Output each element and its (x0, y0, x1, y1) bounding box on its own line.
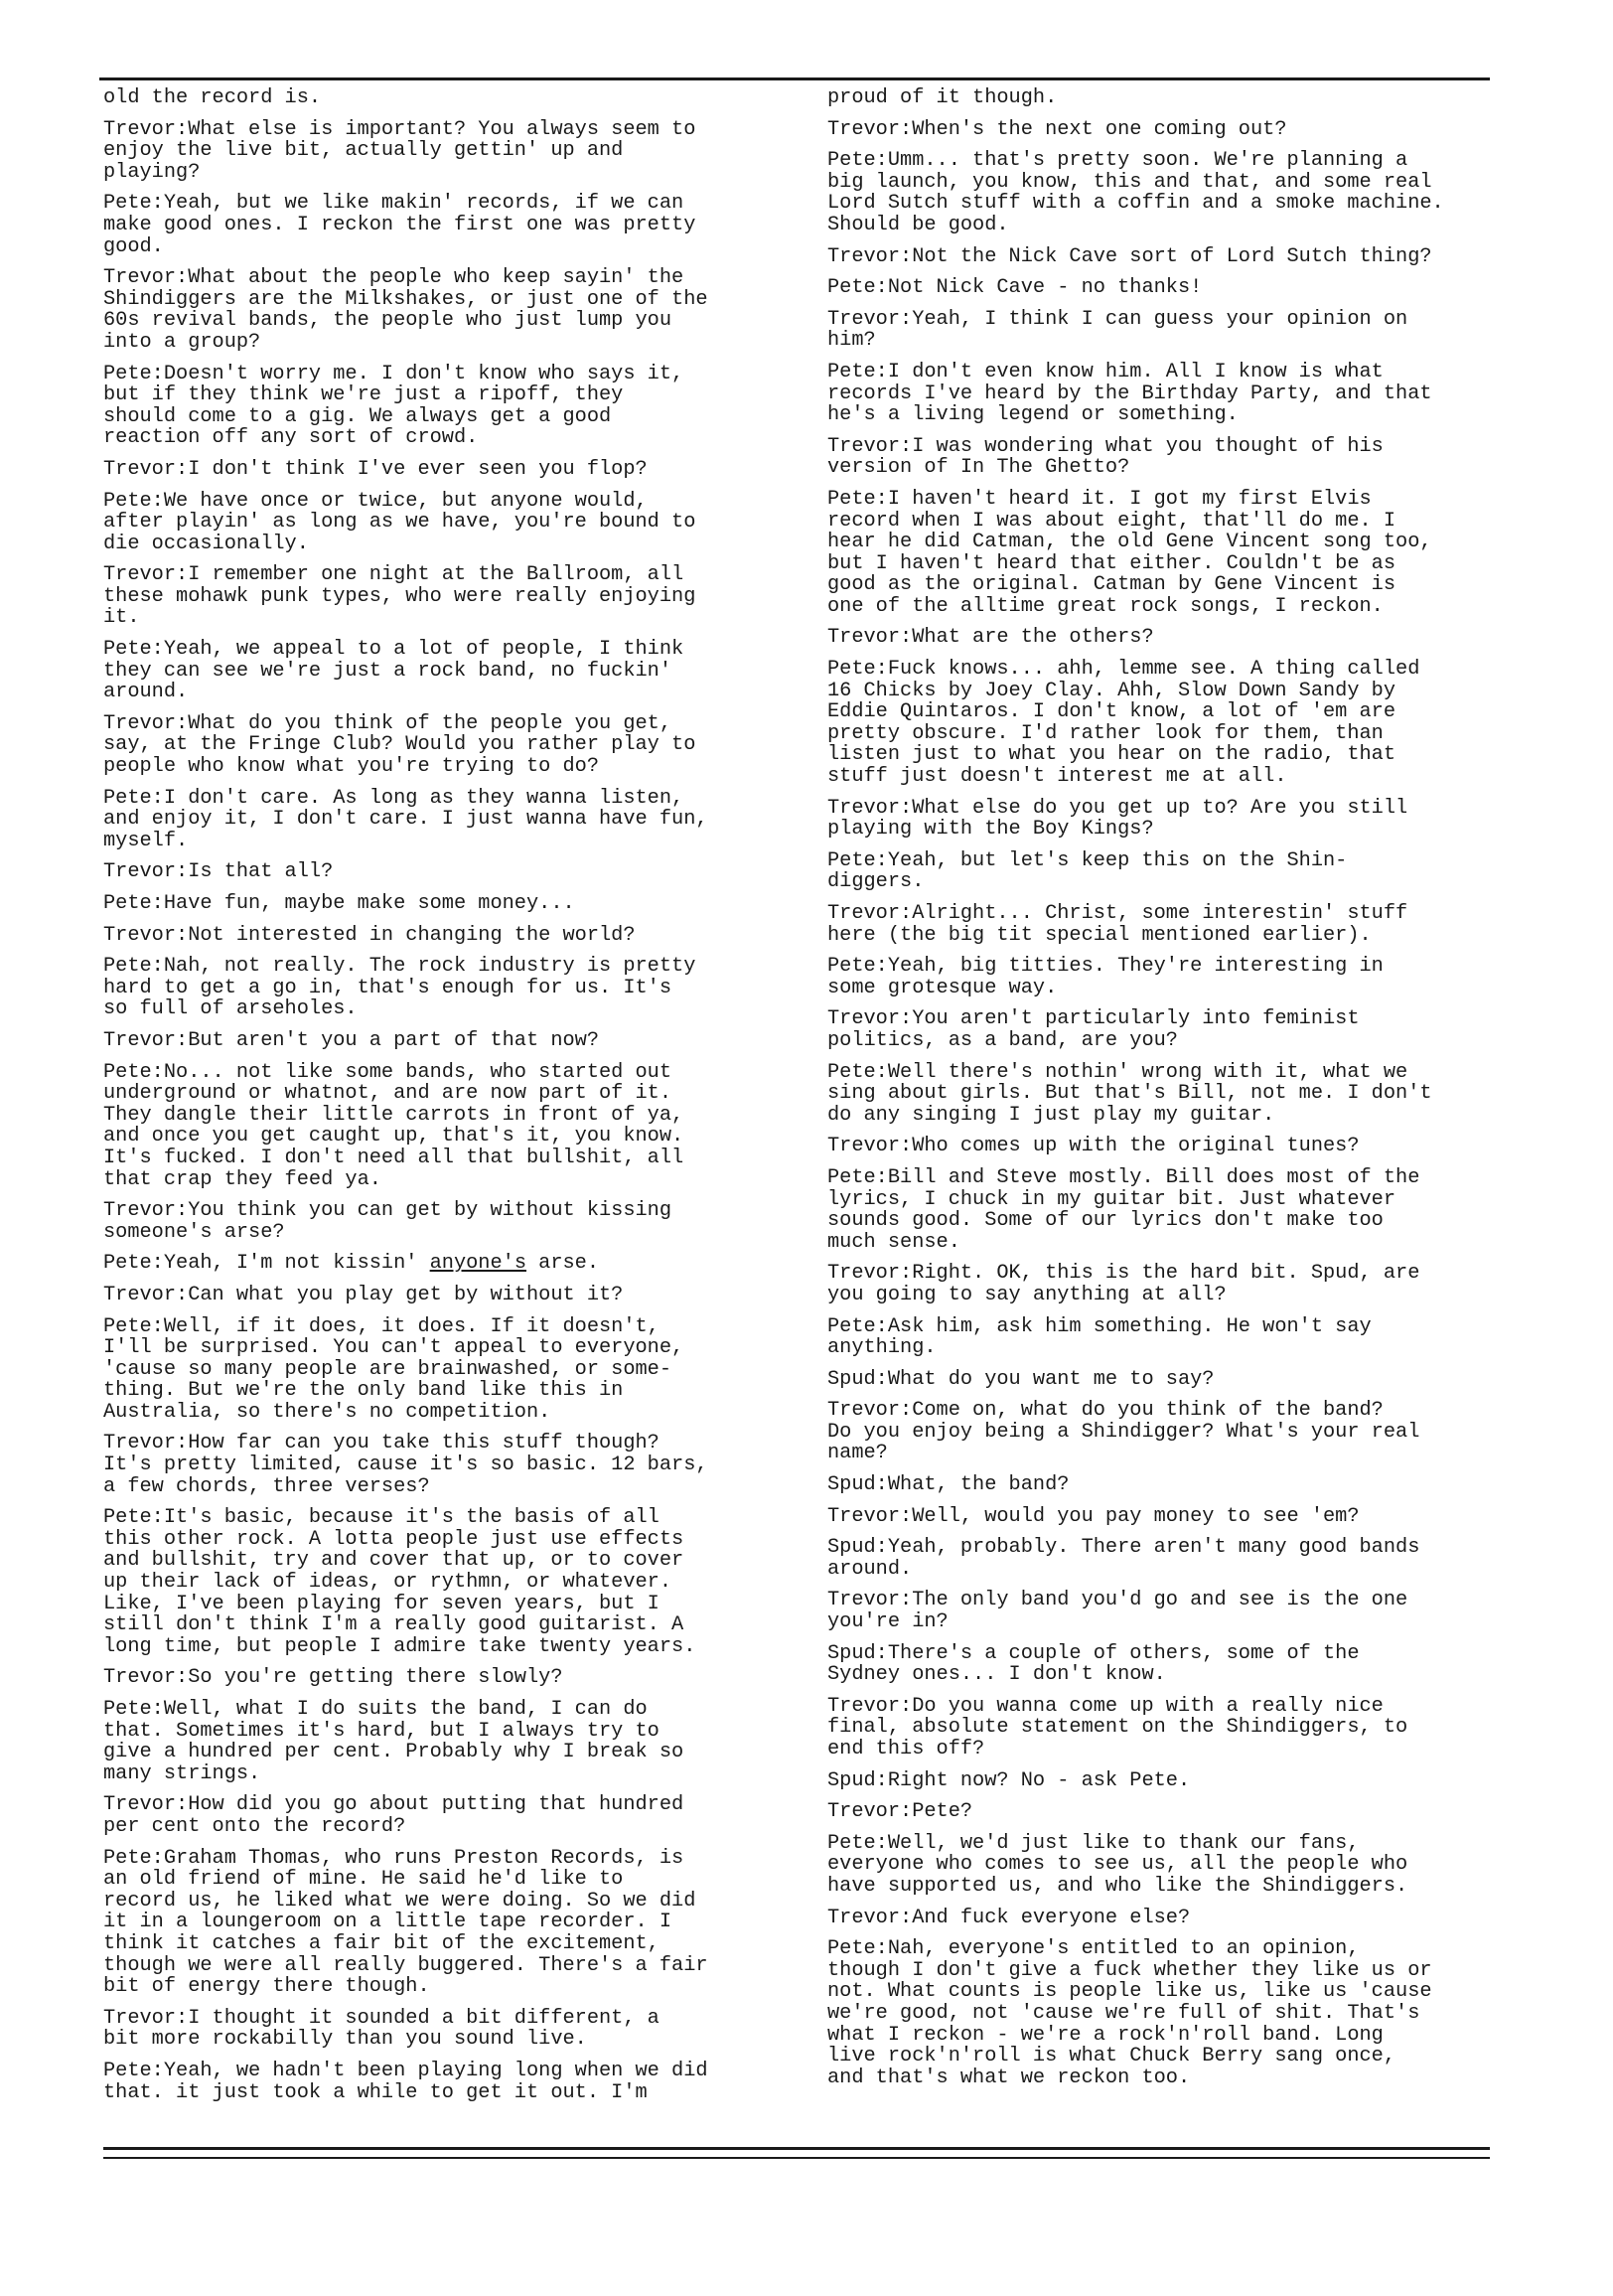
paragraph: Trevor:I thought it sounded a bit different, a bit more rockabilly than you sound live. (103, 2006, 660, 2052)
paragraph: Trevor:The only band you'd go and see is the one you're in? (827, 1589, 1408, 1634)
paragraph: Trevor:Yeah, I think I can guess your opinion on him? (827, 307, 1408, 353)
paragraph: Trevor:I don't think I've ever seen you flop? (103, 457, 648, 481)
paragraph: Trevor:Not interested in changing the world? (103, 923, 636, 947)
paragraph: Pete:I haven't heard it. I got my first Elvis record when I was about eight, that'll do me. I hear he did Catman, the old Gene Vincent song too, but I haven't heard that either. Couldn't be as good as the original. Catman by Gene Vincent is one of the alltime great rock songs, I reckon. (827, 487, 1432, 618)
paragraph: Pete:It's basic, because it's the basis of all this other rock. A lotta people just use effects and bullshit, try and cover that up, or to cover up their lack of ideas, or rythmn, or whatever. Like, I've been playing for seven years, but I still don't think I'm a really good guitarist. A long time, but people I admire take twenty years. (103, 1506, 696, 1658)
paragraph: Pete:We have once or twice, but anyone would, after playin' as long as we have, you're bound to die occasionally. (103, 489, 696, 555)
paragraph: Trevor:What do you think of the people you get, say, at the Fringe Club? Would you rather play to people who know what you're trying to do? (103, 711, 696, 779)
paragraph: Pete:I don't even know him. All I know is what records I've heard by the Birthday Party, and that he's a living legend or something. (827, 360, 1432, 427)
paragraph: Pete:Nah, everyone's entitled to an opinion, though I don't give a fuck whether they like us or not. What counts is people like us, like us 'cause we're good, not 'cause we're full of shit. That's what I reckon - we're a rock'n'roll band. Long live rock'n'roll is what Chuck Berry sang once, and that's what we reckon too. (827, 1937, 1432, 2089)
right-column (827, 87, 1493, 2098)
paragraph: Trevor:How far can you take this stuff though? It's pretty limited, cause it's so basic. 12 bars, a few chords, three verses? (103, 1432, 708, 1498)
paragraph: Pete:Umm... that's pretty soon. We're planning a big launch, you know, this and that, and some real Lord Sutch stuff with a coffin and a smoke machine. Should be good. (827, 149, 1444, 236)
paragraph: Trevor:Alright... Christ, some interestin' stuff here (the big tit special mentioned earlier). (827, 902, 1408, 947)
underlined-word: anyone's (429, 1252, 526, 1276)
paragraph: Trevor:Is that all? (103, 860, 334, 884)
paragraph: Trevor:You aren't particularly into feminist politics, as a band, are you? (827, 1007, 1360, 1052)
paragraph: Trevor:So you're getting there slowly? (103, 1666, 563, 1690)
paragraph: Pete:Yeah, but let's keep this on the Shin- diggers. (827, 848, 1348, 894)
paragraph: Pete:Well, if it does, it does. If it doesn't, I'll be surprised. You can't appeal to everyone, 'cause so many people are brainwashed, or some- thing. But we're the only band like this in Australia, so there's no competition. (103, 1314, 684, 1424)
paragraph: Trevor:How did you go about putting that hundred per cent onto the record? (103, 1793, 684, 1838)
paragraph: Trevor:I remember one night at the Ballroom, all these mohawk punk types, who were really enjoying it. (103, 563, 696, 630)
paragraph: Trevor:I was wondering what you thought of his version of In The Ghetto? (827, 434, 1384, 480)
paragraph: Pete:Well there's nothin' wrong with it, what we sing about girls. But that's Bill, not me. I don't do any singing I just play my guitar. (827, 1060, 1432, 1127)
bottom-double-rule (103, 2147, 1490, 2159)
paragraph: Trevor:What else do you get up to? Are you still playing with the Boy Kings? (827, 796, 1408, 842)
paragraph: Pete:Graham Thomas, who runs Preston Records, is an old friend of mine. He said he'd like to record us, he liked what we were doing. So we did it in a loungeroom on a little tape recorder. I think it catches a fair bit of the excitement, though we were all really buggered. There's a fair bit of energy there though. (103, 1846, 708, 1999)
paragraph: Pete:Bill and Steve mostly. Bill does most of the lyrics, I chuck in my guitar bit. Just whatever sounds good. Some of our lyrics don't make too much sense. (827, 1165, 1420, 1254)
paragraph: Trevor:Pete? (827, 1800, 973, 1824)
paragraph: Pete:Have fun, maybe make some money... (103, 892, 575, 915)
paragraph: Pete:No... not like some bands, who started out underground or whatnot, and are now part of it. They dangle their little carrots in front of ya, and once you get caught up, that's it, you know. It's fucked. I don't need all that bullshit, all that crap they feed ya. (103, 1060, 684, 1191)
paragraph: old the record is. (103, 86, 322, 109)
paragraph: Trevor:Who comes up with the original tunes? (827, 1135, 1360, 1158)
paragraph: Trevor:Well, would you pay money to see 'em? (827, 1504, 1360, 1528)
paragraph: Pete:Well, we'd just like to thank our fans, everyone who comes to see us, all the people who have supported us, and who like the Shindiggers. (827, 1831, 1408, 1898)
left-column (103, 87, 769, 2113)
paragraph: Pete:I don't care. As long as they wanna listen, and enjoy it, I don't care. I just wanna have fun, myself. (103, 786, 708, 852)
paragraph: Spud:What do you want me to say? (827, 1367, 1215, 1391)
paragraph: Pete:Yeah, we appeal to a lot of people, I think they can see we're just a rock band, no fuckin' around. (103, 638, 684, 704)
paragraph: Trevor:You think you can get by without kissing someone's arse? (103, 1199, 672, 1244)
paragraph: Pete:Not Nick Cave - no thanks! (827, 276, 1203, 300)
paragraph: Trevor:What about the people who keep sayin' the Shindiggers are the Milkshakes, or just one of the 60s revival bands, the people who just lump you into a group? (103, 266, 708, 354)
paragraph: Pete:Doesn't worry me. I don't know who says it, but if they think we're just a ripoff, they should come to a gig. We always get a good reaction off any sort of crowd. (103, 362, 684, 450)
paragraph: Spud:There's a couple of others, some of the Sydney ones... I don't know. (827, 1641, 1360, 1687)
paragraph: Trevor:Come on, what do you think of the band? Do you enjoy being a Shindigger? What's your real name? (827, 1399, 1420, 1465)
paragraph: Pete:Yeah, but we like makin' records, if we can make good ones. I reckon the first one was pretty good. (103, 192, 696, 258)
paragraph: Trevor:And fuck everyone else? (827, 1906, 1191, 1929)
paragraph-underlined: Pete:Yeah, I'm not kissin' anyone's arse. (103, 1252, 600, 1276)
paragraph: Trevor:What else is important? You always seem to enjoy the live bit, actually gettin' up and playing? (103, 117, 696, 184)
paragraph: Pete:Fuck knows... ahh, lemme see. A thing called 16 Chicks by Joey Clay. Ahh, Slow Down Sandy by Eddie Quintaros. I don't know, a lot of 'em are pretty obscure. I'd rather look for them, than listen just to what you hear on the radio, that stuff just doesn't interest me at all. (827, 658, 1420, 789)
paragraph: Trevor:When's the next one coming out? (827, 117, 1287, 141)
paragraph: Trevor:What are the others? (827, 626, 1154, 650)
paragraph: proud of it though. (827, 86, 1058, 109)
paragraph: Spud:Yeah, probably. There aren't many good bands around. (827, 1536, 1420, 1581)
top-rule (99, 77, 1490, 80)
paragraph: Trevor:Not the Nick Cave sort of Lord Sutch thing? (827, 244, 1432, 268)
paragraph: Pete:Well, what I do suits the band, I can do that. Sometimes it's hard, but I always try to give a hundred per cent. Probably why I break so many strings. (103, 1698, 684, 1785)
paragraph: Pete:Ask him, ask him something. He won't say anything. (827, 1314, 1372, 1360)
paragraph: Trevor:Can what you play get by without it? (103, 1283, 624, 1306)
paragraph: Spud:Right now? No - ask Pete. (827, 1768, 1191, 1792)
paragraph: Spud:What, the band? (827, 1473, 1070, 1497)
paragraph: Trevor:Right. OK, this is the hard bit. Spud, are you going to say anything at all? (827, 1262, 1420, 1306)
paragraph: Pete:Yeah, big titties. They're interesting in some grotesque way. (827, 955, 1384, 999)
paragraph: Trevor:But aren't you a part of that now? (103, 1028, 599, 1052)
paragraph: Pete:Nah, not really. The rock industry is pretty hard to get a go in, that's enough for us. It's so full of arseholes. (103, 955, 696, 1021)
paragraph: Pete:Yeah, we hadn't been playing long when we did that. it just took a while to get it out. I'm (103, 2059, 708, 2104)
paragraph: Trevor:Do you wanna come up with a really nice final, absolute statement on the Shindiggers, to end this off? (827, 1694, 1408, 1760)
